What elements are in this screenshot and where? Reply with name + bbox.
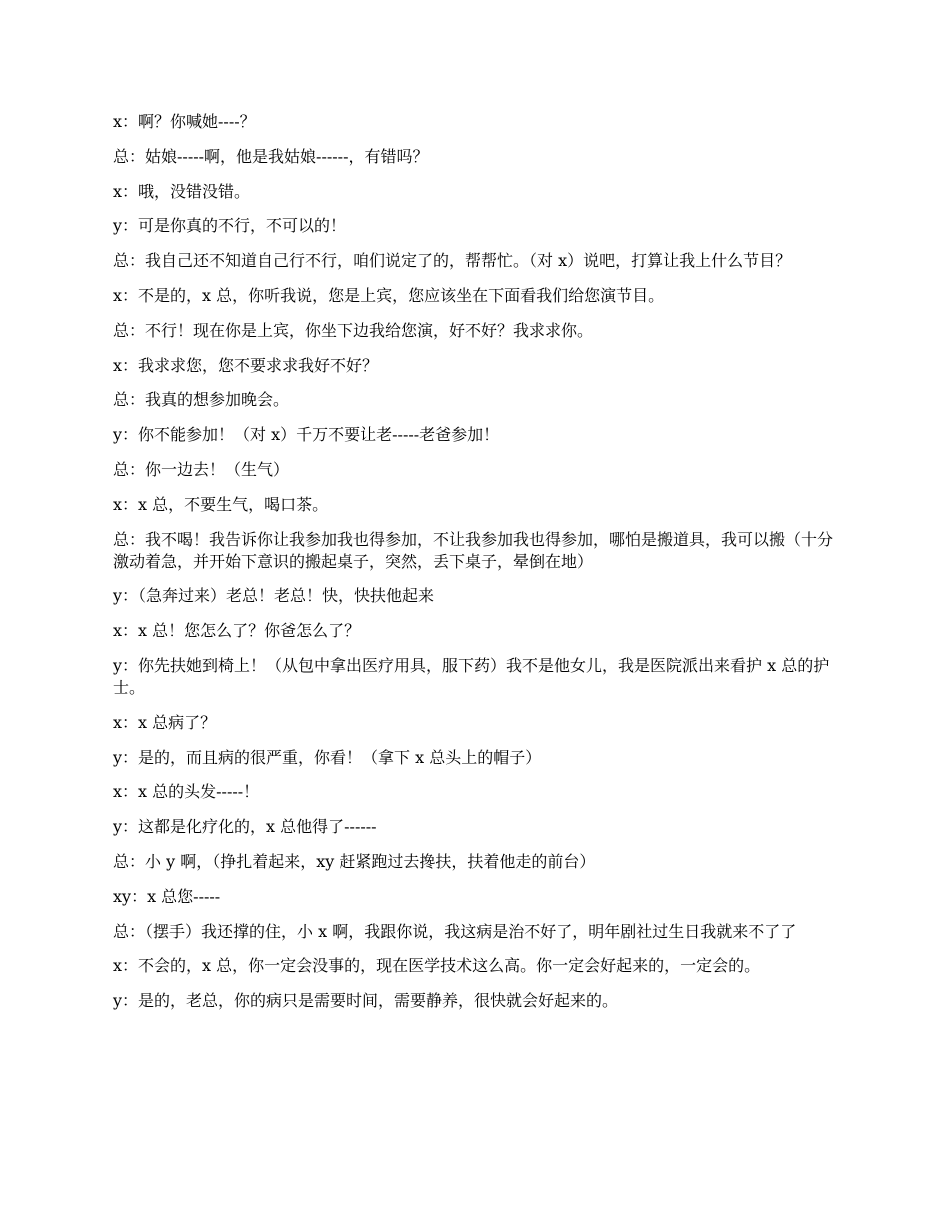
dialogue-line: x：x 总的头发-----！ [113,782,260,802]
dialogue-line: x：不是的，x 总，你听我说，您是上宾，您应该坐在下面看我们给您演节目。 [113,285,665,305]
dialogue-line: y：是的，老总，你的病只是需要时间，需要静养，很快就会好起来的。 [113,991,619,1011]
dialogue-body [113,111,843,1025]
dialogue-line: x：x 总，不要生气，喝口茶。 [113,494,329,514]
dialogue-line: x：哦，没错没错。 [113,181,251,201]
dialogue-line: 总：你一边去！（生气） [113,459,290,479]
dialogue-line: 总：姑娘-----啊，他是我姑娘------，有错吗？ [113,146,429,166]
dialogue-line: x：啊？你喊她----？ [113,112,256,131]
dialogue-line: x：我求求您，您不要求求我好不好？ [113,355,379,375]
dialogue-line: y：你不能参加！（对 x）千万不要让老-----老爸参加！ [113,425,500,445]
dialogue-line: y：可是你真的不行，不可以的！ [113,216,347,236]
dialogue-line: x：x 总！您怎么了？你爸怎么了？ [113,621,361,641]
dialogue-line: y：这都是化疗化的，x 总他得了------ [113,817,377,837]
dialogue-line: x：x 总病了？ [113,712,217,732]
dialogue-line: xy：x 总您----- [113,886,221,906]
dialogue-line: 总：我自己还不知道自己行不行，咱们说定了的，帮帮忙。（对 x）说吧，打算让我上什么节目？ [113,251,792,271]
dialogue-line: 总：不行！现在你是上宾，你坐下边我给您演，好不好？我求求你。 [113,320,594,340]
dialogue-line: 总：（摆手）我还撑的住，小 x 啊，我跟你说，我这病是治不好了，明年剧社过生日我就来不了了 [113,921,797,941]
dialogue-line: x：不会的，x 总，你一定会没事的，现在医学技术这么高。你一定会好起来的，一定会的。 [113,956,761,976]
dialogue-line: 总：我真的想参加晚会。 [113,390,290,410]
dialogue-line: y：（急奔过来）老总！老总！快，快扶他起来 [113,586,435,606]
dialogue-line: 总：我不喝！我告诉你让我参加我也得参加，不让我参加我也得参加，哪怕是搬道具，我可以搬（十分激动着急，并开始下意识的搬起桌子，突然，丢下桌子，晕倒在地） [113,529,834,571]
dialogue-line: y：是的，而且病的很严重，你看！（拿下 x 总头上的帽子） [113,747,542,767]
dialogue-line: y：你先扶她到椅上！（从包中拿出医疗用具，服下药）我不是他女儿，我是医院派出来看护 x 总的护士。 [113,655,830,697]
dialogue-line: 总：小 y 啊，（挣扎着起来，xy 赶紧跑过去搀扶，扶着他走的前台） [113,851,596,871]
